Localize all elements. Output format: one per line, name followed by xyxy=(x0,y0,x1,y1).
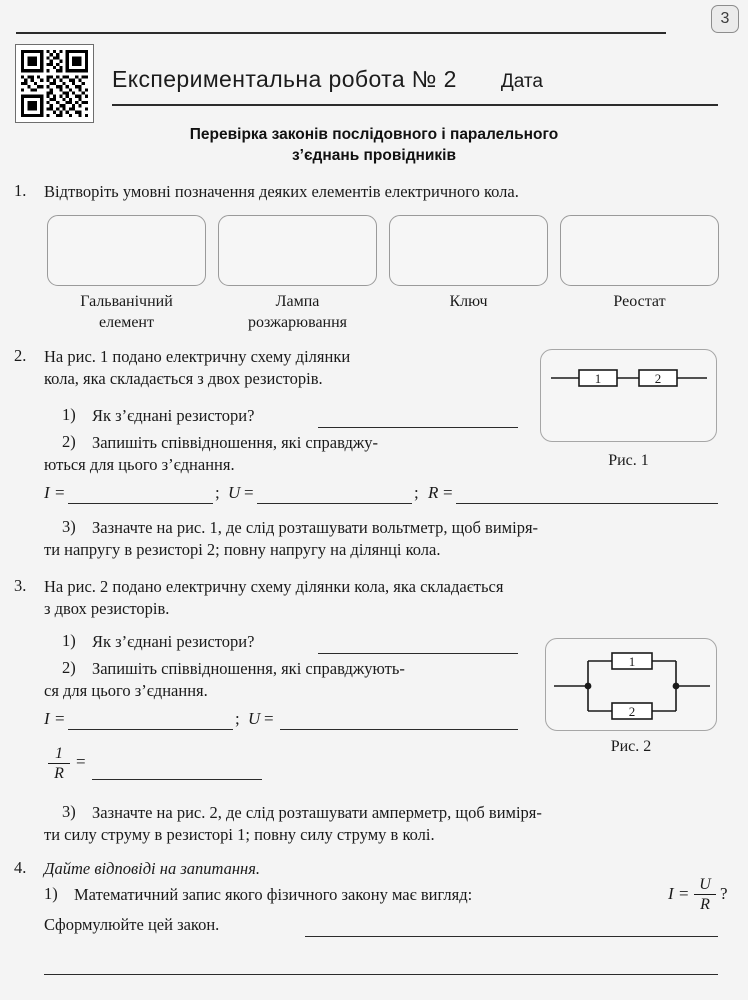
item-2-sub-1-text: Як з’єднані резистори? xyxy=(92,406,255,425)
symbol-caption-lamp xyxy=(218,291,377,333)
page-title: Експериментальна робота № 2 xyxy=(112,66,457,92)
figure-1-series-circuit xyxy=(541,350,718,443)
figure-2-caption: Рис. 2 xyxy=(610,738,652,755)
symbol-caption-galvanic-cell xyxy=(47,291,206,333)
item-1-prompt: Відтворіть умовні позначення деяких елементів електричного кола. xyxy=(44,182,519,201)
item-3-number: 3. xyxy=(14,576,27,595)
figure-2-panel xyxy=(545,638,717,731)
figure-1-resistor-1-label: 1 xyxy=(594,371,602,386)
item-4-number: 4. xyxy=(14,858,27,877)
item-2-formula-R-equals: = xyxy=(443,483,453,502)
item-3-sub-1-number: 1) xyxy=(62,631,76,650)
item-3-sub-2-number: 2) xyxy=(62,658,76,677)
item-3-sub-1-answer-line[interactable] xyxy=(318,653,518,654)
symbol-box-galvanic-cell[interactable] xyxy=(47,215,206,286)
qr-code-icon[interactable] xyxy=(15,44,94,123)
figure-2-resistor-1-label: 1 xyxy=(628,654,636,669)
item-2-sub-3-number: 3) xyxy=(62,517,76,536)
item-2-formula-semicolon-1: ; xyxy=(215,483,220,502)
item-3-prompt-line-1: На рис. 2 подано електричну схему ділянки кола, яка складається xyxy=(44,577,504,596)
fraction-denominator: R xyxy=(700,896,710,913)
caption-line-2: розжарювання xyxy=(247,314,348,331)
caption-line-1: Реостат xyxy=(613,293,666,310)
item-3-formula-U-equals: = xyxy=(264,709,274,728)
item-4-prompt: Дайте відповіді на запитання. xyxy=(44,859,261,878)
figure-1-caption: Рис. 1 xyxy=(608,452,649,469)
qr-code-glyph xyxy=(21,50,88,117)
symbol-box-lamp[interactable] xyxy=(218,215,377,286)
item-4-fraction-U-over-R xyxy=(694,876,716,913)
figure-2-node-left xyxy=(585,683,592,690)
item-4-formula-equals: = xyxy=(679,884,689,903)
item-3-sub-2-line-2: ся для цього з’єднання. xyxy=(44,681,208,700)
item-4-question-mark: ? xyxy=(720,884,728,903)
figure-1-panel xyxy=(540,349,717,442)
item-3-formula-U-answer-line[interactable] xyxy=(280,729,518,730)
item-3-prompt-line-2: з двох резисторів. xyxy=(44,599,170,618)
item-2-formula-U-answer-line[interactable] xyxy=(257,503,412,504)
item-3-sub-3-line-2: ти силу струму в резисторі 1; повну силу струму в колі. xyxy=(44,825,435,844)
item-2-formula-I-symbol: I xyxy=(44,483,50,502)
symbol-box-switch[interactable] xyxy=(389,215,548,286)
item-3-sub-2-line-1: Запишіть співвідношення, які справджують- xyxy=(92,659,405,678)
item-1-number: 1. xyxy=(14,181,27,200)
fraction-denominator: R xyxy=(54,765,64,782)
item-2-sub-3-line-2: ти напругу в резисторі 2; повну напругу на ділянці кола. xyxy=(44,540,441,559)
fraction-bar xyxy=(48,763,70,764)
caption-line-1: Ключ xyxy=(449,293,488,310)
item-2-formula-U-symbol: U xyxy=(228,483,241,502)
item-3-sub-3-line-1: Зазначте на рис. 2, де слід розташувати амперметр, щоб виміря- xyxy=(92,803,542,822)
item-2-formula-R-symbol: R xyxy=(428,483,439,502)
caption-line-2: елемент xyxy=(99,314,154,331)
item-4-sub-1-text-2: Сформулюйте цей закон. xyxy=(44,915,220,934)
item-4-sub-1-text: Математичний запис якого фізичного закону має вигляд: xyxy=(74,885,473,904)
item-3-formula-I-equals: = xyxy=(55,709,65,728)
subtitle-line-1: Перевірка законів послідовного і паралельного xyxy=(189,126,559,143)
worksheet-title-row xyxy=(112,66,718,93)
item-2-sub-2-number: 2) xyxy=(62,432,76,451)
figure-2-node-right xyxy=(673,683,680,690)
title-divider xyxy=(112,104,718,106)
item-3-formula-U-symbol: U xyxy=(248,709,261,728)
item-2-prompt-line-1: На рис. 1 подано електричну схему ділянки xyxy=(44,347,351,366)
worksheet-subtitle xyxy=(74,124,674,166)
item-3-fraction-one-over-R xyxy=(48,745,70,782)
item-2-formula-semicolon-2: ; xyxy=(414,483,419,502)
figure-2-resistor-2-label: 2 xyxy=(628,704,636,719)
item-4-formula-I-symbol: I xyxy=(668,884,674,903)
figure-2-parallel-circuit xyxy=(546,639,718,732)
item-2-sub-2-line-2: ються для цього з’єднання. xyxy=(44,455,235,474)
item-2-formula-R-answer-line[interactable] xyxy=(456,503,718,504)
figure-1-resistor-2-label: 2 xyxy=(654,371,662,386)
item-2-number: 2. xyxy=(14,346,27,365)
fraction-numerator: U xyxy=(699,876,711,893)
item-3-sub-1-text: Як з’єднані резистори? xyxy=(92,632,255,651)
item-2-sub-1-number: 1) xyxy=(62,405,76,424)
item-2-formula-U-equals: = xyxy=(244,483,254,502)
item-2-sub-1-answer-line[interactable] xyxy=(318,427,518,428)
fraction-numerator: 1 xyxy=(55,745,63,762)
item-3-formula-I-symbol: I xyxy=(44,709,50,728)
item-2-sub-3-line-1: Зазначте на рис. 1, де слід розташувати вольтметр, щоб виміря- xyxy=(92,518,539,537)
item-4-sub-1-number: 1) xyxy=(44,884,58,903)
item-3-sub-3-number: 3) xyxy=(62,802,76,821)
fraction-bar xyxy=(694,894,716,895)
subtitle-line-2: з’єднань провідників xyxy=(291,147,457,164)
caption-line-1: Лампа xyxy=(275,293,320,310)
item-2-formula-I-answer-line[interactable] xyxy=(68,503,213,504)
item-2-prompt-line-2: кола, яка складається з двох резисторів. xyxy=(44,369,323,388)
item-3-formula-semicolon-1: ; xyxy=(235,709,240,728)
symbol-box-rheostat[interactable] xyxy=(560,215,719,286)
top-divider xyxy=(16,32,666,34)
date-label: Дата xyxy=(500,71,543,92)
item-4-answer-line-2[interactable] xyxy=(44,974,718,975)
item-3-fraction-answer-line[interactable] xyxy=(92,779,262,780)
item-3-formula-I-answer-line[interactable] xyxy=(68,729,233,730)
item-2-formula-I-equals: = xyxy=(55,483,65,502)
page-number-badge: 3 xyxy=(711,5,739,33)
item-2-sub-2-line-1: Запишіть співвідношення, які справджу- xyxy=(92,433,379,452)
symbol-caption-switch xyxy=(389,291,548,312)
item-3-fraction-equals: = xyxy=(76,752,86,771)
caption-line-1: Гальванічний xyxy=(80,293,173,310)
symbol-caption-rheostat xyxy=(560,291,719,312)
item-4-answer-line-1[interactable] xyxy=(305,936,718,937)
